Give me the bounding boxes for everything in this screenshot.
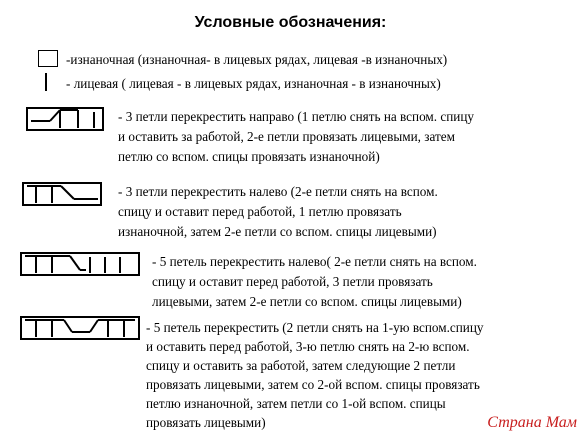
legend-text-knit: - лицевая ( лицевая - в лицевых рядах, изнаночная - в изнаночных) xyxy=(66,76,441,91)
legend-text-cross-5-left-1: - 5 петель перекрестить налево( 2-е петли снять на вспом. xyxy=(152,254,477,269)
legend-text-purl: -изнаночная (изнаночная- в лицевых рядах, лицевая -в изнаночных) xyxy=(66,52,448,67)
legend-text-cross-5-double-3: спицу и оставить за работой, затем следующие 2 петли xyxy=(146,358,456,373)
legend-text-cross-3-right-2: и оставить за работой, 2-е петли провязать лицевыми, затем xyxy=(118,129,455,144)
legend-text-cross-5-double-5: петлю изнаночной, затем петли со 1-ой вспом. спицы xyxy=(146,396,446,411)
knit-stitch-icon xyxy=(44,72,48,92)
legend-text-cross-3-left-2: спицу и оставит перед работой, 1 петлю провязать xyxy=(118,204,402,219)
watermark-logo: Страна Мам xyxy=(487,414,577,431)
legend-text-cross-3-right-3: петлю со вспом. спицы провязать изнаночной) xyxy=(118,149,380,164)
legend-text-cross-5-double-6: провязать лицевыми) xyxy=(146,415,266,430)
page-title: Условные обозначения: xyxy=(194,14,387,31)
purl-stitch-icon xyxy=(38,50,58,67)
legend-text-cross-5-double-4: провязать лицевыми, затем со 2-ой вспом. спицы провязать xyxy=(146,377,480,392)
cross-5-double-icon xyxy=(20,316,140,340)
legend-text-cross-3-left-3: изнаночной, затем 2-е петли со вспом. спицы лицевыми) xyxy=(118,224,437,239)
cross-3-left-icon xyxy=(22,182,102,206)
legend-text-cross-5-left-3: лицевыми, затем 2-е петли со вспом. спицы лицевыми) xyxy=(152,294,462,309)
cross-5-left-icon xyxy=(20,252,140,276)
legend-text-cross-5-double-2: и оставить перед работой, 3-ю петлю снять на 2-ю вспом. xyxy=(146,339,470,354)
legend-text-cross-5-double-1: - 5 петель перекрестить (2 петли снять на 1-ую вспом.спицу xyxy=(146,320,484,335)
legend-text-cross-3-left-1: - 3 петли перекрестить налево (2-е петли снять на вспом. xyxy=(118,184,438,199)
legend-text-cross-5-left-2: спицу и оставит перед работой, 3 петли провязать xyxy=(152,274,433,289)
legend-text-cross-3-right-1: - 3 петли перекрестить направо (1 петлю снять на вспом. спицу xyxy=(118,109,474,124)
cross-3-right-icon xyxy=(26,107,104,131)
